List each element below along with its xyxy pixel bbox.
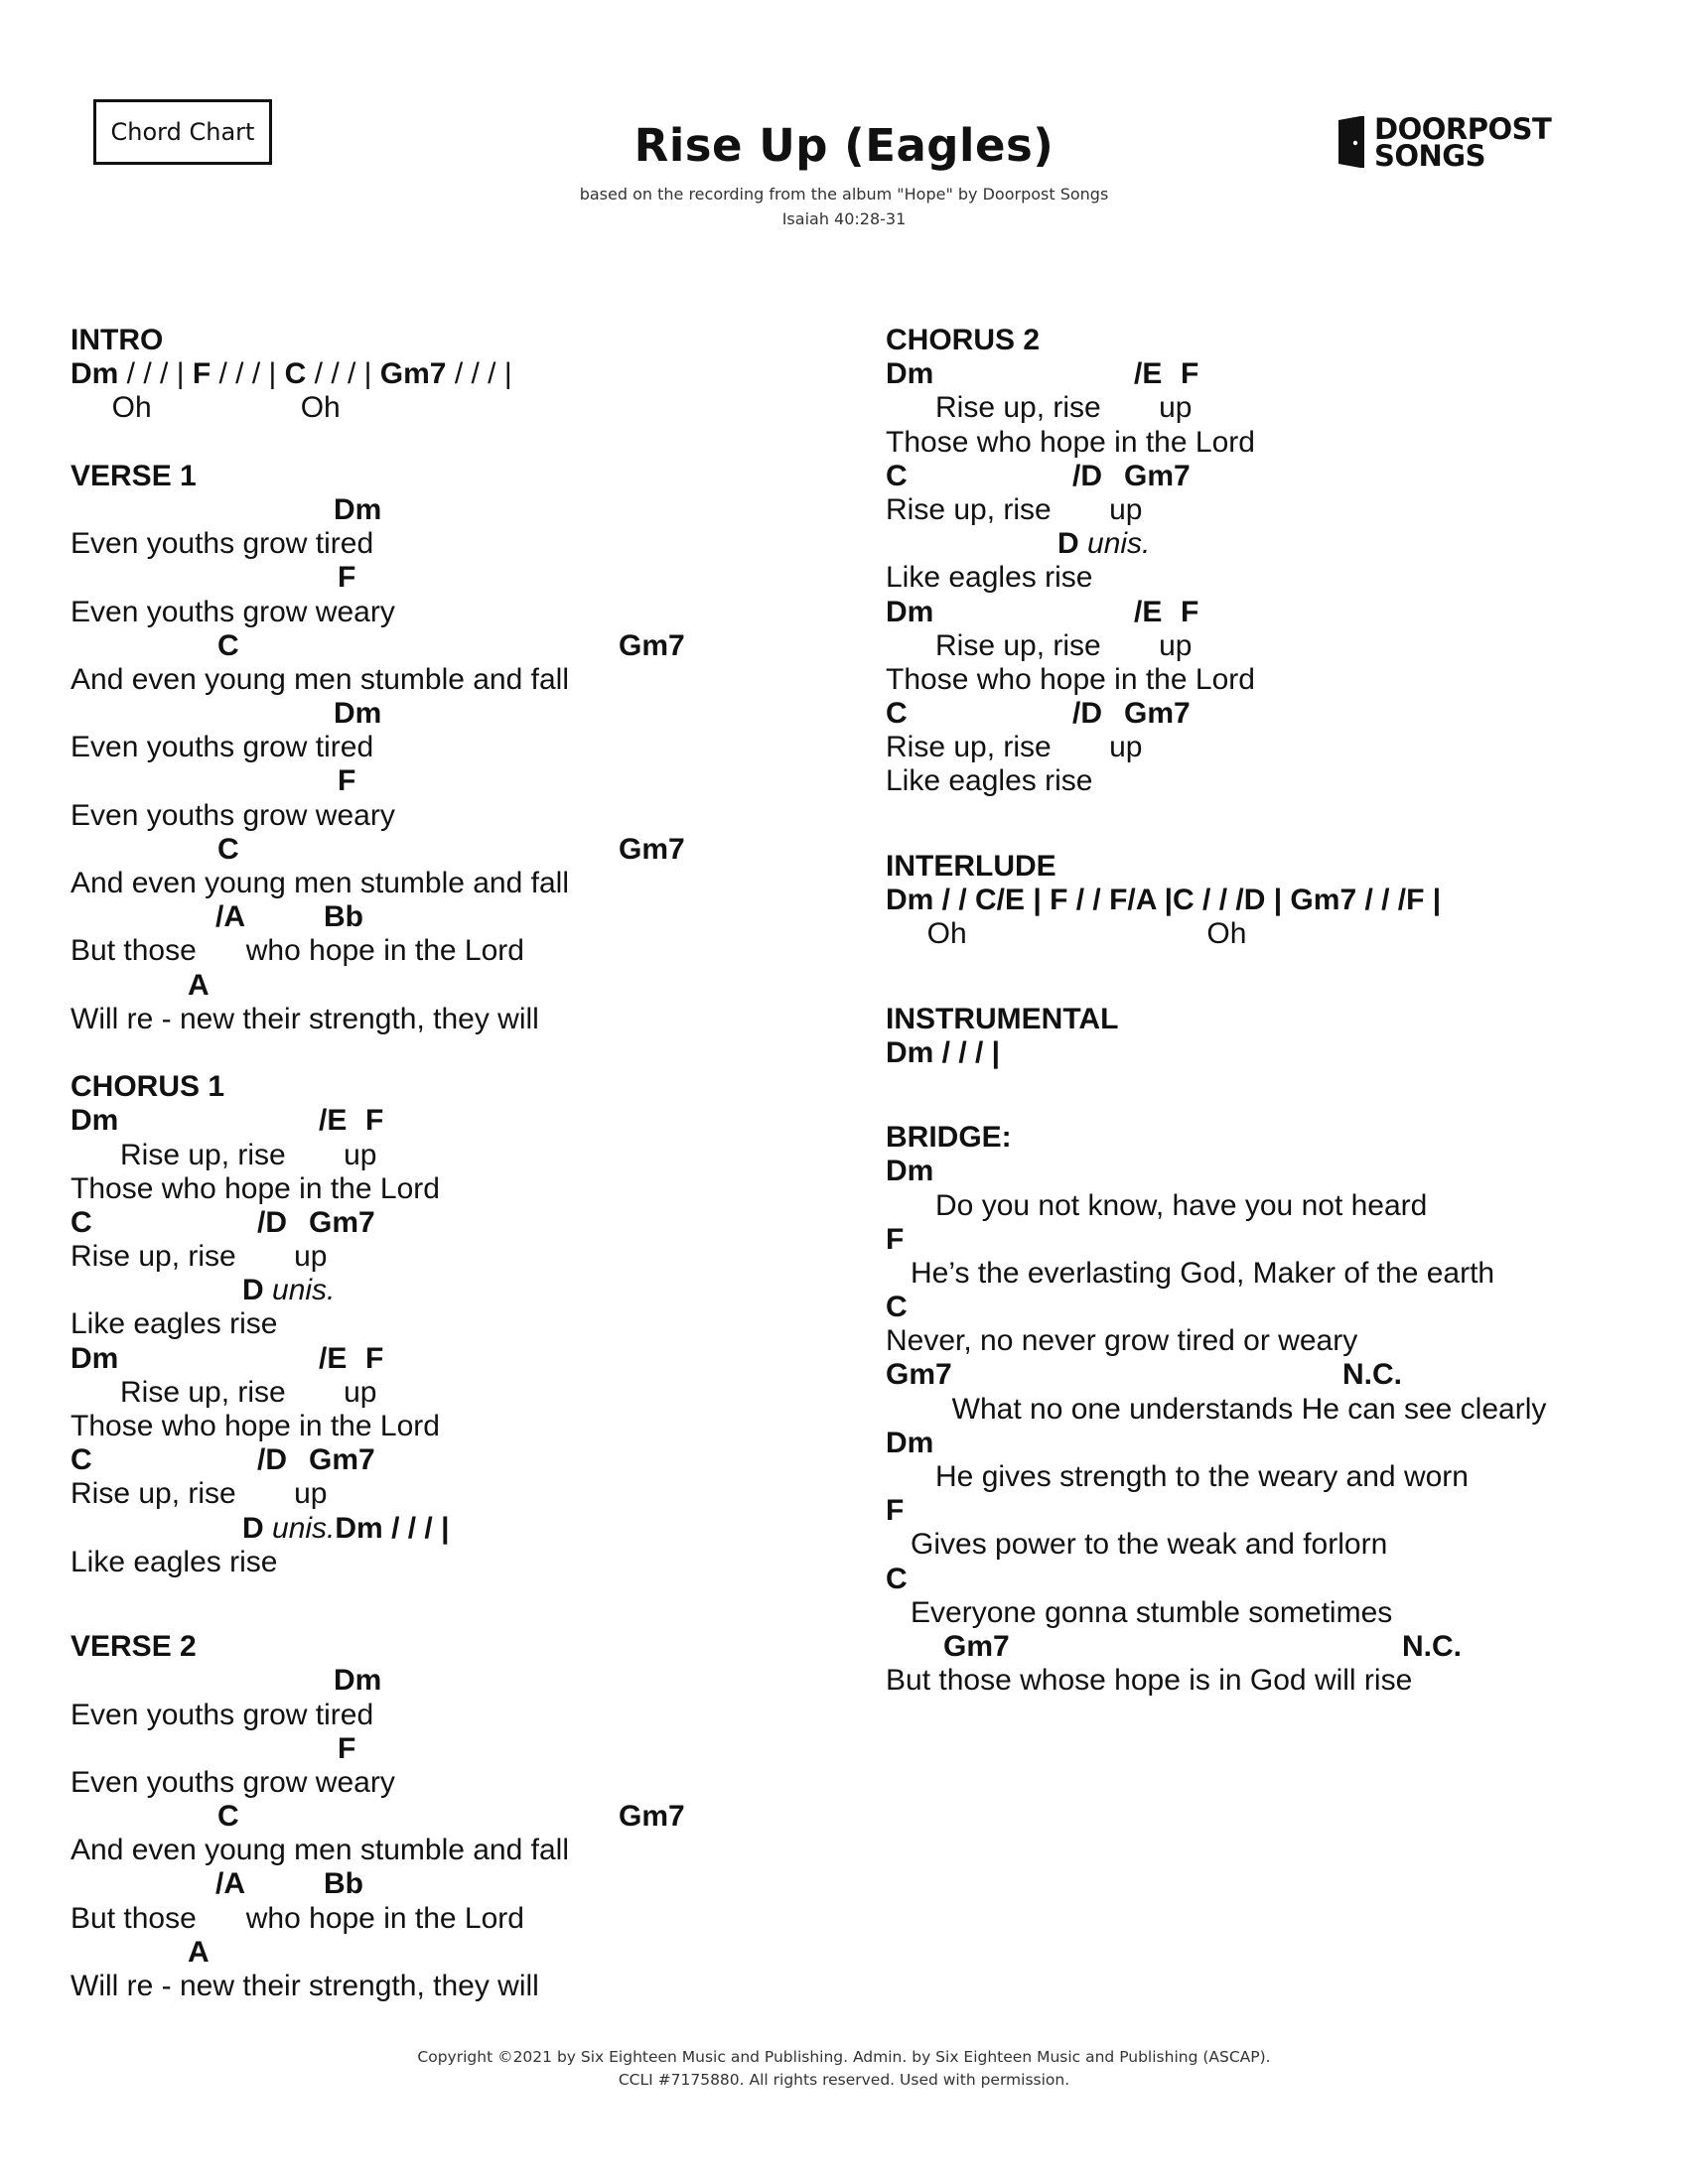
chord: F [1181, 357, 1199, 391]
chord: F [192, 357, 211, 391]
chord-row [886, 697, 1660, 731]
chord: N.C. [1402, 1629, 1462, 1663]
chord-row [886, 1494, 1660, 1528]
lyric-line: Even youths grow weary [70, 595, 395, 628]
chord: Gm7 [309, 1205, 375, 1239]
section-heading-verse-1: VERSE 1 [70, 459, 197, 492]
chord-row [886, 1358, 1660, 1392]
chord: /D [257, 1443, 287, 1477]
chord: Gm7 [619, 1800, 685, 1834]
copyright-line: Copyright ©2021 by Six Eighteen Music and Publishing. Admin. by Six Eighteen Music and Publishing (ASCAP). [417, 2048, 1271, 2066]
chord: /E [319, 1104, 348, 1138]
chord-row [886, 460, 1660, 493]
chord-row [70, 1342, 825, 1376]
lyric-line: Oh Oh [886, 917, 1247, 951]
beats: / / / | [446, 357, 512, 391]
chord: /D [257, 1205, 287, 1239]
chord: Gm7 [379, 357, 447, 391]
chord-row [70, 833, 825, 867]
lyric-line: Rise up, rise up [70, 1138, 377, 1171]
section-heading-bridge: BRIDGE: [886, 1121, 1012, 1155]
lyric-line: Even youths grow weary [70, 798, 395, 832]
lyric-line: Never, no never grow tired or weary [886, 1324, 1358, 1358]
lyric-line: Rise up, rise up [886, 391, 1193, 425]
lyric-line: Those who hope in the Lord [70, 1171, 440, 1205]
section-heading-verse-2: VERSE 2 [70, 1630, 197, 1664]
chord: C [217, 832, 239, 866]
lyric-line: Like eagles rise [70, 1307, 278, 1341]
chord: Gm7 [619, 628, 685, 662]
chord: F [365, 1104, 384, 1138]
chord: Bb [324, 1867, 363, 1901]
lyric-line: Rise up, rise up [886, 731, 1143, 764]
chord: Dm [334, 697, 382, 731]
chord: C [886, 1562, 908, 1595]
chord-row [886, 527, 1660, 561]
lyric-line: He gives strength to the weary and worn [886, 1460, 1469, 1493]
chord: Dm [886, 1426, 934, 1459]
chord: Gm7 [619, 832, 685, 866]
chord: F [886, 1494, 905, 1528]
chord: F [1181, 595, 1199, 628]
lyric-line: Those who hope in the Lord [886, 425, 1255, 459]
chord-row [70, 1732, 825, 1766]
lyric-line: Will re - new their strength, they will [70, 1002, 539, 1035]
lyric-line: Even youths grow tired [70, 731, 374, 764]
chord-row [70, 1867, 825, 1901]
chord: /A [215, 1867, 245, 1901]
chord: F [338, 1731, 356, 1765]
chord: Dm [70, 357, 119, 391]
chord: Gm7 [309, 1443, 375, 1477]
chord-row [886, 596, 1660, 629]
chord: C [217, 1800, 239, 1834]
chord-row [70, 1104, 825, 1138]
chord: C [886, 459, 908, 492]
chord: Dm [334, 492, 382, 526]
interlude-bar: Dm / / C/E | F / / F/A |C / / /D | Gm7 / / /F | [886, 884, 1442, 916]
chord: Dm [886, 357, 934, 391]
section-heading-instrumental: INSTRUMENTAL [886, 1002, 1119, 1035]
chord: F [338, 764, 356, 798]
lyric-line: Those who hope in the Lord [70, 1410, 440, 1442]
instrumental-bar: Dm / / / | [886, 1035, 1001, 1069]
chord-row [70, 1512, 825, 1546]
chord-row [886, 1223, 1660, 1257]
chord-chart-badge: Chord Chart [93, 99, 272, 165]
lyric-line: Oh Oh [70, 391, 341, 425]
chord: Gm7 [943, 1629, 1010, 1663]
lyric-line: Like eagles rise [70, 1545, 278, 1578]
chord: C [886, 697, 908, 731]
chord-with-note: D unis.Dm / / / | [242, 1511, 450, 1545]
lyric-line: Gives power to the weak and forlorn [886, 1528, 1388, 1562]
chord: /E [1134, 595, 1163, 628]
chord-with-note: D unis. [1057, 527, 1151, 561]
chord: C [284, 357, 307, 391]
chord: /D [1072, 697, 1102, 731]
chord-row [70, 493, 825, 527]
chord-row [70, 1800, 825, 1834]
chord-row [70, 900, 825, 934]
logo-line-1: DOORPOST [1374, 112, 1552, 146]
chord-row [70, 561, 825, 595]
chord-row [886, 357, 1660, 391]
chord-row [70, 1206, 825, 1240]
chord: C [70, 1205, 92, 1239]
chord: C [886, 1291, 908, 1324]
lyric-line: Rise up, rise up [70, 1477, 328, 1511]
door-icon [1338, 116, 1368, 168]
chord: Dm [70, 1341, 119, 1375]
chord-row [886, 1427, 1660, 1460]
doorpost-songs-logo [1338, 112, 1552, 173]
intro-bar [70, 357, 825, 391]
lyric-line: He’s the everlasting God, Maker of the earth [886, 1256, 1495, 1290]
chord: F [338, 561, 356, 595]
chord: /D [1072, 459, 1102, 492]
chord: Dm [70, 1104, 119, 1138]
song-title: Rise Up (Eagles) [633, 119, 1055, 172]
lyric-line: But those who hope in the Lord [70, 934, 524, 968]
chord-row [70, 1443, 825, 1477]
chord: Dm [886, 1155, 934, 1188]
lyric-line: Do you not know, have you not heard [886, 1188, 1428, 1222]
lyric-line: And even young men stumble and fall [70, 1834, 569, 1867]
lyric-line: But those whose hope is in God will rise [886, 1664, 1413, 1698]
chord: F [886, 1222, 905, 1256]
section-heading-interlude: INTERLUDE [886, 849, 1056, 883]
lyric-line: Will re - new their strength, they will [70, 1970, 539, 2002]
chord: Gm7 [1124, 697, 1191, 731]
chord-row [70, 629, 825, 663]
left-column [70, 324, 825, 2003]
right-column [886, 324, 1660, 1698]
lyric-line: What no one understands He can see clearly [886, 1392, 1547, 1426]
chord: F [365, 1341, 384, 1375]
lyric-line: But those who hope in the Lord [70, 1901, 524, 1935]
chord-row [886, 1630, 1660, 1664]
lyric-line: And even young men stumble and fall [70, 662, 569, 696]
chord: Bb [324, 900, 363, 934]
lyric-line: Rise up, rise up [886, 492, 1143, 526]
chord: Gm7 [886, 1358, 952, 1392]
lyric-line: Like eagles rise [886, 764, 1093, 798]
section-heading-chorus-1: CHORUS 1 [70, 1070, 225, 1104]
chord: /A [215, 900, 245, 934]
chord: Gm7 [1124, 459, 1191, 492]
section-heading-intro: INTRO [70, 324, 164, 356]
chord: /E [319, 1341, 348, 1375]
chord-row [70, 969, 825, 1003]
lyric-line: Everyone gonna stumble sometimes [886, 1595, 1393, 1629]
chord: A [188, 1935, 210, 1969]
lyric-line: Even youths grow weary [70, 1765, 395, 1799]
song-subtitle: based on the recording from the album "Hope" by Doorpost Songs [579, 185, 1109, 204]
beats: / / / | [306, 357, 380, 391]
lyric-line: Even youths grow tired [70, 1698, 374, 1731]
lyric-line: Even youths grow tired [70, 527, 374, 561]
chord: /E [1134, 357, 1163, 391]
chord-row [70, 1936, 825, 1970]
chord: Dm [334, 1664, 382, 1698]
chord-row [886, 1155, 1660, 1188]
lyric-line: And even young men stumble and fall [70, 867, 569, 899]
chord-row [70, 1274, 825, 1307]
chord-row [886, 1291, 1660, 1324]
lyric-line: Like eagles rise [886, 561, 1093, 595]
logo-line-2: SONGS [1374, 139, 1485, 173]
lyric-line: Those who hope in the Lord [886, 662, 1255, 696]
lyric-line: Rise up, rise up [886, 628, 1193, 662]
chord: N.C. [1342, 1358, 1402, 1392]
lyric-line: Rise up, rise up [70, 1375, 377, 1409]
chord-row [70, 697, 825, 731]
chord: A [188, 968, 210, 1002]
scripture-reference: Isaiah 40:28-31 [781, 209, 907, 228]
ccli-line: CCLI #7175880. All rights reserved. Used with permission. [618, 2071, 1070, 2089]
chord: C [70, 1443, 92, 1477]
chord-row [70, 764, 825, 798]
chord-row [70, 1664, 825, 1698]
chord-row [886, 1563, 1660, 1596]
lyric-line: Rise up, rise up [70, 1240, 328, 1274]
beats: / / / | [118, 357, 193, 391]
chord: Dm [886, 595, 934, 628]
chord-with-note: D unis. [242, 1274, 336, 1307]
beats: / / / | [211, 357, 285, 391]
section-heading-chorus-2: CHORUS 2 [886, 324, 1041, 356]
chord: C [217, 628, 239, 662]
